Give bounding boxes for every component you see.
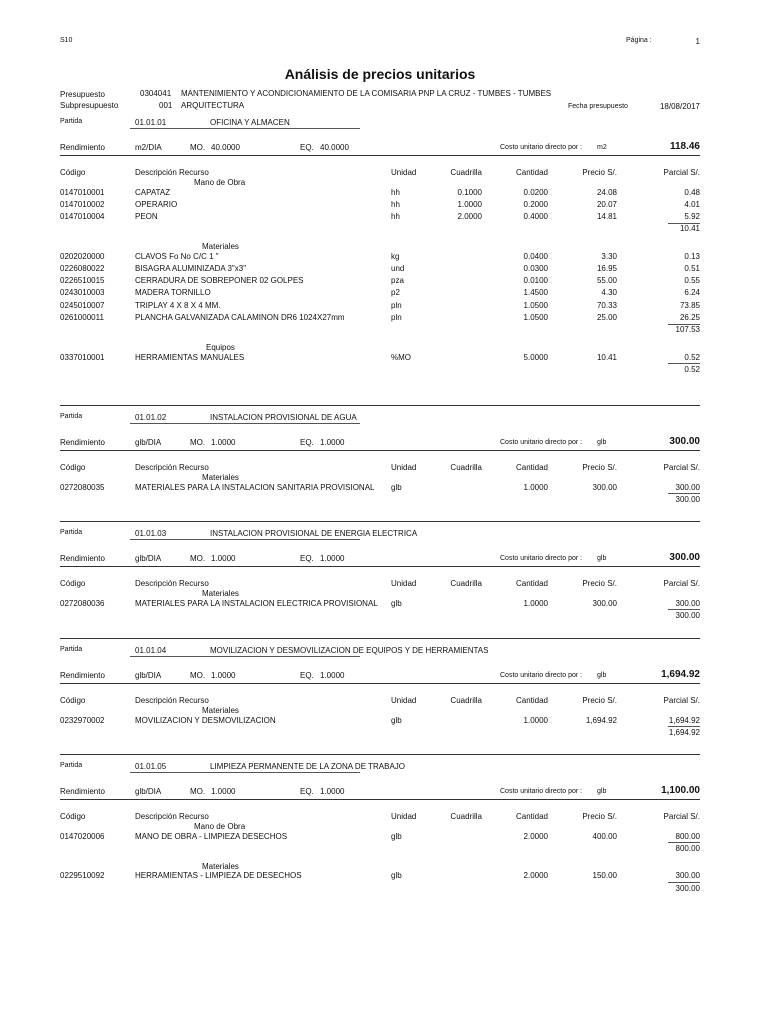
cell-desc: MADERA TORNILLO <box>135 288 211 298</box>
group-name: Mano de Obra <box>194 178 246 187</box>
cell-parcial: 4.01 <box>684 199 700 209</box>
col-unidad-header: Unidad <box>391 812 417 821</box>
cell-codigo: 0261000011 <box>60 312 104 322</box>
group-subtotal: 800.00 <box>675 843 700 853</box>
eq-label: EQ. <box>300 554 314 563</box>
cell-cantidad: 0.2000 <box>523 199 548 209</box>
col-unidad-header: Unidad <box>391 696 417 705</box>
partida-underline <box>130 656 360 657</box>
cell-cantidad: 0.0100 <box>523 276 548 286</box>
partida-code: 01.01.03 <box>135 529 167 538</box>
presupuesto-label: Presupuesto <box>60 90 105 99</box>
col-precio-header: Precio S/. <box>582 579 617 588</box>
mo-label: MO. <box>190 787 206 796</box>
cell-codigo: 0229510092 <box>60 871 105 881</box>
cell-codigo: 0232970002 <box>60 715 105 725</box>
partida-name: MOVILIZACION Y DESMOVILIZACION DE EQUIPOS Y DE HERRAMIENTAS <box>210 646 489 655</box>
partida-name: INSTALACION PROVISIONAL DE AGUA <box>210 413 357 422</box>
cell-codigo: 0226510015 <box>60 276 105 286</box>
cell-unidad: hh <box>391 199 400 209</box>
presupuesto-name: MANTENIMIENTO Y ACONDICIONAMIENTO DE LA COMISARIA PNP LA CRUZ - TUMBES - TUMBES <box>181 89 552 98</box>
partida-code: 01.01.05 <box>135 762 167 771</box>
cell-unidad: hh <box>391 187 400 197</box>
col-precio-header: Precio S/. <box>582 168 617 177</box>
group-subtotal: 300.00 <box>675 883 700 893</box>
group-name: Materiales <box>202 861 239 871</box>
partida-separator <box>60 754 700 755</box>
col-cantidad-header: Cantidad <box>515 696 548 705</box>
cell-precio: 16.95 <box>596 264 617 273</box>
fecha-label: Fecha presupuesto <box>568 103 628 110</box>
col-cuadrilla-header: Cuadrilla <box>450 463 482 472</box>
cell-desc: HERRAMIENTAS MANUALES <box>135 352 245 362</box>
rendimiento-rule <box>60 799 700 800</box>
cell-codigo: 0147020006 <box>60 831 105 841</box>
partida-code: 01.01.02 <box>135 413 167 422</box>
rendimiento-unit: glb/DIA <box>135 671 162 680</box>
costo-unit: glb <box>597 439 607 446</box>
mo-value: 1.0000 <box>211 787 236 796</box>
cell-desc: HERRAMIENTAS - LIMPIEZA DE DESECHOS <box>135 871 302 881</box>
group-subtotal: 10.41 <box>679 224 700 234</box>
partida-label: Partida <box>60 413 83 420</box>
col-cantidad-header: Cantidad <box>515 463 548 472</box>
page-title: Análisis de precios unitarios <box>284 66 476 82</box>
cell-codigo: 0147010001 <box>60 187 105 197</box>
rendimiento-rule <box>60 155 700 156</box>
subpresupuesto-code: 001 <box>159 101 173 110</box>
col-codigo-header: Código <box>60 696 86 705</box>
cell-precio: 70.33 <box>596 300 617 310</box>
col-parcial-header: Parcial S/. <box>663 696 700 705</box>
cell-codigo: 0337010001 <box>60 352 105 362</box>
cell-desc: MOVILIZACION Y DESMOVILIZACION <box>135 715 276 725</box>
report-code: S10 <box>60 37 73 44</box>
cell-desc: MATERIALES PARA LA INSTALACION ELECTRICA PROVISIONAL <box>135 598 378 608</box>
cell-parcial: 300.00 <box>675 871 700 881</box>
mo-value: 1.0000 <box>211 671 236 680</box>
cell-unidad: glb <box>391 482 402 492</box>
cell-precio: 150.00 <box>592 871 617 881</box>
cell-precio: 3.30 <box>601 251 617 261</box>
cell-unidad: hh <box>391 211 400 221</box>
partida-label: Partida <box>60 118 83 125</box>
col-descripcion-header: Descripción Recurso <box>135 463 209 472</box>
cell-codigo: 0272080036 <box>60 598 105 608</box>
rendimiento-label: Rendimiento <box>60 787 105 796</box>
cell-cantidad: 1.0500 <box>523 312 548 322</box>
eq-label: EQ. <box>300 438 314 447</box>
col-codigo-header: Código <box>60 579 86 588</box>
eq-value: 1.0000 <box>320 438 345 447</box>
partida-name: OFICINA Y ALMACEN <box>210 118 290 127</box>
cell-parcial: 800.00 <box>675 831 700 841</box>
eq-value: 40.0000 <box>320 143 349 152</box>
cell-unidad: %MO <box>391 352 411 362</box>
group-subtotal: 1,694.92 <box>668 727 700 737</box>
rendimiento-unit: glb/DIA <box>135 787 162 796</box>
cell-precio: 14.81 <box>596 211 617 221</box>
rendimiento-rule <box>60 566 700 567</box>
mo-label: MO. <box>190 554 206 563</box>
eq-value: 1.0000 <box>320 671 345 680</box>
cell-unidad: glb <box>391 871 402 881</box>
col-descripcion-header: Descripción Recurso <box>135 168 209 177</box>
cell-cantidad: 0.4000 <box>523 211 548 221</box>
col-parcial-header: Parcial S/. <box>663 168 700 177</box>
cell-cuadrilla: 1.0000 <box>457 199 482 209</box>
col-cuadrilla-header: Cuadrilla <box>450 579 482 588</box>
subpresupuesto-label: Subpresupuesto <box>60 101 119 110</box>
col-precio-header: Precio S/. <box>582 812 617 821</box>
eq-value: 1.0000 <box>320 787 345 796</box>
cell-parcial: 0.55 <box>684 276 700 286</box>
cell-desc: BISAGRA ALUMINIZADA 3"x3" <box>135 264 247 273</box>
cell-parcial: 0.51 <box>684 264 700 273</box>
costo-label: Costo unitario directo por : <box>500 672 583 679</box>
partida-total: 1,100.00 <box>661 785 700 796</box>
partida-underline <box>130 128 360 129</box>
presupuesto-code: 0304041 <box>140 89 172 98</box>
cell-unidad: pln <box>391 300 402 310</box>
partida-underline <box>130 772 360 773</box>
cell-precio: 25.00 <box>596 312 617 322</box>
col-cantidad-header: Cantidad <box>515 579 548 588</box>
cell-codigo: 0147010004 <box>60 211 105 221</box>
mo-value: 1.0000 <box>211 554 236 563</box>
cell-precio: 20.07 <box>596 199 617 209</box>
cell-desc: PLANCHA GALVANIZADA CALAMINON DR6 1024X27mm <box>135 312 345 322</box>
partida-label: Partida <box>60 646 83 653</box>
rendimiento-label: Rendimiento <box>60 438 105 447</box>
partida-underline <box>130 539 360 540</box>
rendimiento-label: Rendimiento <box>60 143 105 152</box>
partida-total: 300.00 <box>669 552 700 563</box>
eq-label: EQ. <box>300 143 314 152</box>
cell-parcial: 300.00 <box>675 598 700 608</box>
cell-parcial: 0.48 <box>684 187 700 197</box>
costo-label: Costo unitario directo por : <box>500 439 583 446</box>
cell-parcial: 6.24 <box>684 288 700 298</box>
cell-unidad: glb <box>391 831 402 841</box>
rendimiento-unit: m2/DIA <box>135 143 162 152</box>
cell-precio: 10.41 <box>596 352 617 362</box>
eq-value: 1.0000 <box>320 554 345 563</box>
costo-label: Costo unitario directo por : <box>500 555 583 562</box>
costo-unit: m2 <box>597 144 607 151</box>
cell-unidad: glb <box>391 715 402 725</box>
partida-name: INSTALACION PROVISIONAL DE ENERGIA ELECTRICA <box>210 529 418 538</box>
cell-cantidad: 0.0300 <box>523 264 548 273</box>
rendimiento-label: Rendimiento <box>60 671 105 680</box>
costo-label: Costo unitario directo por : <box>500 144 583 151</box>
costo-label: Costo unitario directo por : <box>500 788 583 795</box>
fecha-value: 18/08/2017 <box>659 102 700 111</box>
rendimiento-rule <box>60 450 700 451</box>
col-codigo-header: Código <box>60 463 86 472</box>
cell-precio: 400.00 <box>592 831 617 841</box>
cell-unidad: p2 <box>391 288 400 298</box>
cell-desc: MANO DE OBRA - LIMPIEZA DESECHOS <box>135 831 288 841</box>
group-name: Equipos <box>206 343 235 353</box>
mo-label: MO. <box>190 438 206 447</box>
col-unidad-header: Unidad <box>391 168 417 177</box>
rendimiento-label: Rendimiento <box>60 554 105 563</box>
partida-separator <box>60 521 700 522</box>
group-subtotal: 107.53 <box>675 325 700 334</box>
costo-unit: glb <box>597 788 607 795</box>
group-name: Materiales <box>202 473 239 482</box>
cell-desc: MATERIALES PARA LA INSTALACION SANITARIA PROVISIONAL <box>135 482 375 492</box>
cell-parcial: 26.25 <box>679 312 700 322</box>
cell-parcial: 5.92 <box>684 211 700 221</box>
group-name: Materiales <box>202 589 239 598</box>
mo-value: 40.0000 <box>211 143 240 152</box>
cell-cantidad: 1.0500 <box>523 300 548 310</box>
eq-label: EQ. <box>300 671 314 680</box>
cell-parcial: 73.85 <box>679 300 700 310</box>
cell-precio: 55.00 <box>596 276 617 286</box>
group-subtotal: 300.00 <box>675 494 700 504</box>
rendimiento-unit: glb/DIA <box>135 438 162 447</box>
col-codigo-header: Código <box>60 168 86 177</box>
col-parcial-header: Parcial S/. <box>663 463 700 472</box>
cell-cantidad: 1.0000 <box>523 715 548 725</box>
cell-parcial: 1,694.92 <box>668 715 700 725</box>
cell-parcial: 0.52 <box>684 352 700 362</box>
col-cuadrilla-header: Cuadrilla <box>450 812 482 821</box>
mo-value: 1.0000 <box>211 438 236 447</box>
cell-unidad: und <box>391 264 405 273</box>
cell-desc: PEON <box>135 211 158 221</box>
group-subtotal: 0.52 <box>684 364 700 374</box>
col-descripcion-header: Descripción Recurso <box>135 696 209 705</box>
cell-desc: CERRADURA DE SOBREPONER 02 GOLPES <box>135 276 304 286</box>
col-cuadrilla-header: Cuadrilla <box>450 168 482 177</box>
cell-precio: 300.00 <box>592 482 617 492</box>
group-name: Materiales <box>202 242 239 252</box>
rendimiento-unit: glb/DIA <box>135 554 162 563</box>
cell-precio: 24.08 <box>596 187 617 197</box>
col-cantidad-header: Cantidad <box>515 168 548 177</box>
col-parcial-header: Parcial S/. <box>663 579 700 588</box>
group-name: Mano de Obra <box>194 822 246 831</box>
cell-unidad: glb <box>391 598 402 608</box>
partida-total: 118.46 <box>669 141 700 152</box>
col-precio-header: Precio S/. <box>582 696 617 705</box>
cell-precio: 300.00 <box>592 598 617 608</box>
cell-desc: CLAVOS Fo No C/C 1 " <box>135 251 219 261</box>
col-codigo-header: Código <box>60 812 86 821</box>
mo-label: MO. <box>190 143 206 152</box>
costo-unit: glb <box>597 672 607 679</box>
cell-cuadrilla: 2.0000 <box>457 211 482 221</box>
col-unidad-header: Unidad <box>391 579 417 588</box>
cell-unidad: pza <box>391 276 404 286</box>
col-precio-header: Precio S/. <box>582 463 617 472</box>
cell-codigo: 0202020000 <box>60 251 105 261</box>
subpresupuesto-name: ARQUITECTURA <box>181 101 245 110</box>
cell-cantidad: 1.4500 <box>523 288 548 298</box>
partida-label: Partida <box>60 529 83 536</box>
partida-name: LIMPIEZA PERMANENTE DE LA ZONA DE TRABAJO <box>210 762 406 771</box>
cell-codigo: 0147010002 <box>60 199 105 209</box>
group-name: Materiales <box>202 706 239 715</box>
partida-total: 1,694.92 <box>661 669 700 680</box>
col-unidad-header: Unidad <box>391 463 417 472</box>
partida-separator <box>60 638 700 639</box>
cell-precio: 1,694.92 <box>585 715 617 725</box>
partida-underline <box>130 423 360 424</box>
cell-unidad: pln <box>391 312 402 322</box>
group-subtotal: 300.00 <box>675 610 700 620</box>
cell-cantidad: 1.0000 <box>523 598 548 608</box>
cell-codigo: 0226080022 <box>60 264 105 273</box>
cell-cantidad: 2.0000 <box>523 831 548 841</box>
cell-cantidad: 0.0200 <box>523 187 548 197</box>
cell-codigo: 0272080035 <box>60 482 105 492</box>
partida-separator <box>60 405 700 406</box>
rendimiento-rule <box>60 683 700 684</box>
col-descripcion-header: Descripción Recurso <box>135 812 209 821</box>
partida-label: Partida <box>60 762 83 769</box>
partida-code: 01.01.01 <box>135 118 167 127</box>
partida-total: 300.00 <box>669 436 700 447</box>
cell-parcial: 0.13 <box>684 251 700 261</box>
cell-cantidad: 1.0000 <box>523 482 548 492</box>
costo-unit: glb <box>597 555 607 562</box>
col-cantidad-header: Cantidad <box>515 812 548 821</box>
eq-label: EQ. <box>300 787 314 796</box>
mo-label: MO. <box>190 671 206 680</box>
cell-cantidad: 0.0400 <box>523 251 548 261</box>
cell-parcial: 300.00 <box>675 482 700 492</box>
col-parcial-header: Parcial S/. <box>663 812 700 821</box>
col-cuadrilla-header: Cuadrilla <box>450 696 482 705</box>
page-number: 1 <box>695 37 700 46</box>
cell-desc: OPERARIO <box>135 199 178 209</box>
cell-cuadrilla: 0.1000 <box>457 187 482 197</box>
cell-codigo: 0243010003 <box>60 288 105 298</box>
cell-cantidad: 5.0000 <box>523 352 548 362</box>
page-label: Página : <box>626 37 652 44</box>
cell-desc: TRIPLAY 4 X 8 X 4 MM. <box>135 300 221 310</box>
cell-desc: CAPATAZ <box>135 187 171 197</box>
col-descripcion-header: Descripción Recurso <box>135 579 209 588</box>
cell-precio: 4.30 <box>601 288 617 298</box>
partida-code: 01.01.04 <box>135 646 167 655</box>
cell-codigo: 0245010007 <box>60 300 105 310</box>
cell-cantidad: 2.0000 <box>523 871 548 881</box>
cell-unidad: kg <box>391 251 400 261</box>
